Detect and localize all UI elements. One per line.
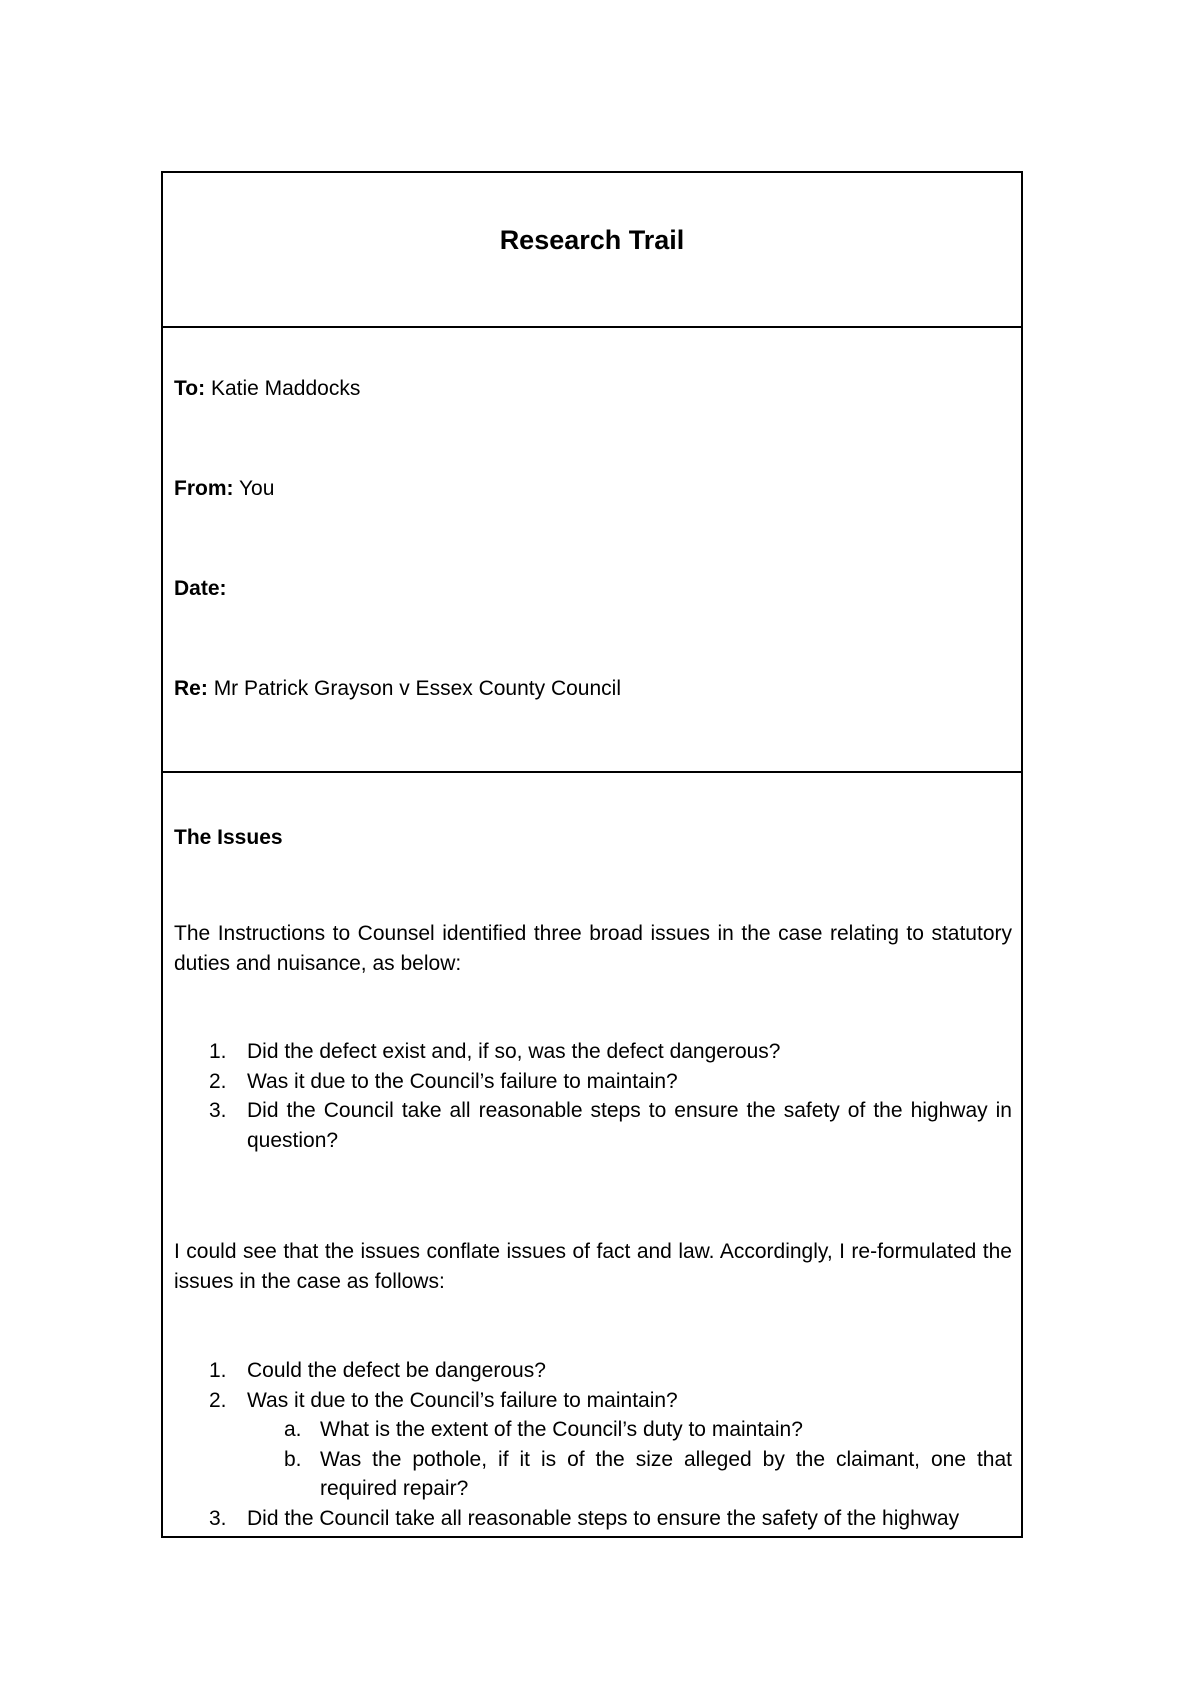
research-trail-table — [161, 171, 1023, 1538]
list-letter: a. — [284, 1418, 302, 1441]
list-letter: b. — [284, 1447, 302, 1471]
list-number: 2. — [209, 1069, 227, 1093]
issues-cell — [163, 773, 1021, 1536]
list-text: Did the Council take all reasonable steps to ensure the safety of the highway — [247, 1506, 960, 1530]
date-row — [174, 576, 227, 602]
issues-intro-paragraph: The Instructions to Counsel identified three broad issues in the case relating to statutory duties and nuisance, as below: — [174, 922, 1012, 975]
list-item — [174, 1504, 1012, 1534]
document-title: Research Trail — [499, 225, 685, 255]
list-text: Was it due to the Council’s failure to maintain? — [247, 1388, 678, 1412]
to-label: To: — [174, 377, 206, 400]
from-row — [174, 476, 274, 502]
list-text: Was the pothole, if it is of the size alleged by the claimant, one that required repair? — [320, 1447, 1012, 1500]
list-item — [174, 1067, 1012, 1097]
re-row — [174, 676, 621, 702]
memo-header-cell — [163, 328, 1021, 773]
list-text: Did the Council take all reasonable steps to ensure the safety of the highway in question? — [247, 1099, 1012, 1152]
list-subitem — [174, 1415, 1012, 1445]
list-number: 3. — [209, 1099, 227, 1122]
to-value: Katie Maddocks — [210, 377, 361, 400]
reformulation-paragraph: I could see that the issues conflate issues of fact and law. Accordingly, I re-formulated the issues in the case as follows: — [174, 1240, 1012, 1293]
list-text: Could the defect be dangerous? — [247, 1359, 546, 1382]
re-value: Mr Patrick Grayson v Essex County Council — [213, 677, 621, 700]
list-number: 2. — [209, 1388, 227, 1412]
list-item — [174, 1037, 1012, 1067]
list-item — [174, 1386, 1012, 1416]
re-label: Re: — [174, 677, 208, 700]
from-value: You — [238, 477, 275, 500]
from-label: From: — [174, 477, 234, 500]
list-text: Did the defect exist and, if so, was the defect dangerous? — [247, 1040, 781, 1063]
list-item — [174, 1356, 1012, 1386]
date-label: Date: — [174, 577, 227, 600]
list-item — [174, 1096, 1012, 1155]
list-text: Was it due to the Council’s failure to maintain? — [247, 1069, 678, 1093]
list-number: 1. — [209, 1359, 227, 1382]
list-number: 3. — [209, 1506, 227, 1530]
list-subitem — [174, 1445, 1012, 1504]
reformulated-issues-list — [174, 1356, 1012, 1533]
original-issues-list — [174, 1037, 1012, 1155]
issues-heading: The Issues — [174, 826, 283, 849]
list-text: What is the extent of the Council’s duty to maintain? — [320, 1418, 803, 1441]
to-row — [174, 376, 360, 402]
list-number: 1. — [209, 1040, 227, 1063]
title-cell — [163, 173, 1021, 328]
